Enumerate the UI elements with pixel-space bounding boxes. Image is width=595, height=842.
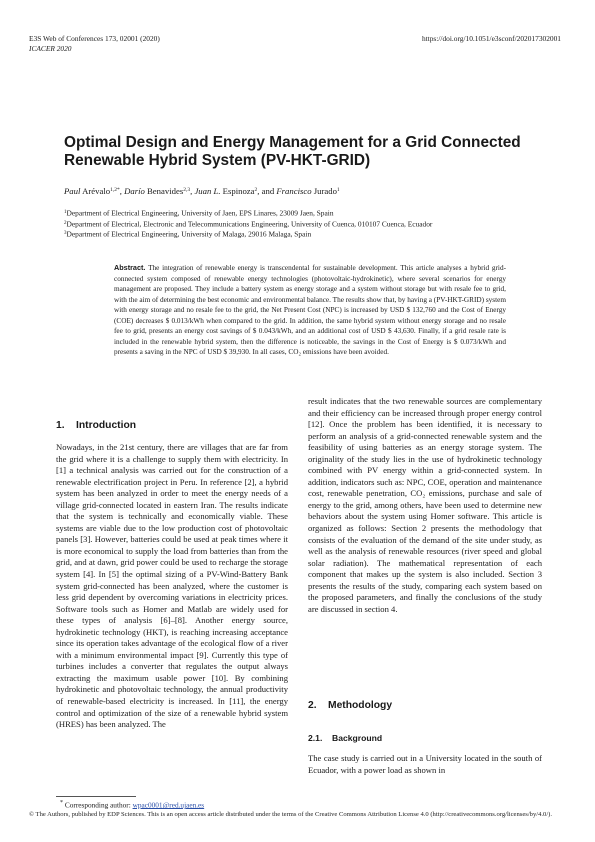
paper-title: Optimal Design and Energy Management for a Grid Connected Renewable Hybrid System (PV-HKT-GRID) (64, 134, 521, 170)
section-1-heading: 1. Introduction (56, 420, 137, 431)
author-1-affil: 1,2* (110, 187, 120, 193)
section-1-text-right: result indicates that the two renewable sources are complementary and their efficiency can be increased through proper energy control [12]. Once the problem has been identified, it is necessary to perform an analysis of a grid-connected renewable system and the feasibility of using batteries as an energy storage system. The originality of the study lies in the use of hydrokinetic technology combined with PV energy within a grid-connected system. In addition, indicators such as: NPC, COE, operation and maintenance cost, renewable penetration, CO₂ emissions, purchase and sale of energy to the grid, among others, have been used to determine new behaviors about the system using Homer software. This article is organized as follows: Section 2 presents the methodology that consists of the evaluation of the demand of the site under study, as well as the analysis of renewable resources (river speed and global solar radiation). The mathematical representation of each component that makes up the system is also included. Section 3 presents the results of the study, comparing each system based on the proposed parameters, and finally the conclusions of the study are discussed in section 4. (308, 396, 542, 614)
author-2-first: Darío (124, 186, 145, 196)
section-2-1-block (308, 733, 542, 776)
affiliations (64, 208, 544, 240)
abstract-label: Abstract. (114, 263, 146, 272)
right-column (308, 396, 542, 615)
section-2-1-text: The case study is carried out in a University located in the south of Ecuador, with a power load as shown in (308, 753, 542, 775)
author-and: , and (257, 186, 275, 196)
author-2-last: Benavides (147, 186, 184, 196)
abstract (114, 263, 506, 358)
author-4-last: Jurado (313, 186, 337, 196)
author-3-affil: 2 (254, 187, 258, 193)
section-1-text-left: Nowadays, in the 21st century, there are villages that are far from the grid where it is a challenge to supply them with electricity. In [1] a technical analysis was carried out for the construction of a renewable electrification project in Peru. In reference [2], a hybrid system has been analyzed in order to meet the energy needs of a village grid-connected located in eastern Iran. The results indicate that the system is technically and economically viable. These systems are viable due to the low production cost of photovoltaic panels [3]. However, batteries could be used at peak times where it is more economical to supply the load from batteries than from the grid, and at dawn, grid power could be used to recharge the storage system [4]. In [5] the optimal sizing of a PV-Wind-Battery Bank system grid-connected has been analyzed, where the customer is less grid dependent by overcoming variations in electricity prices. Software tools such as Homer and Matlab are widely used for these types of analysis [6]–[8]. Another energy source, hydrokinetic technology (HKT), is reaching increasing acceptance since its operation takes advantage of the ecological flow of a river with a minimum environmental impact [9]. Currently this type of turbines includes a converter that regulates the output always extracting the maximum usable power [10]. By combining hydrokinetic and photovoltaic technology, the annual productivity of renewable-based electricity is increased. In [11], the energy control and optimization of the size of a renewable hybrid system (HRES) has been analyzed. The (56, 442, 288, 730)
affiliation-1: $^1$Department of Electrical Engineering, University of Jaen, EPS Linares, 23009 Jaen, Spain (64, 208, 334, 218)
section-2-heading: 2. Methodology (308, 700, 393, 711)
doi-link[interactable]: https://doi.org/10.1051/e3sconf/202017302001 (421, 34, 561, 43)
author-2-affil: 2,3 (183, 187, 191, 193)
footnote-marker: * (60, 800, 64, 806)
left-column (56, 420, 288, 731)
author-list: Paul Arévalo$^{1,2*}$, Darío Benavides$^{2,3}$, Juan L. Espinoza$^2$, and Francisco Jurado$^1$ (64, 186, 340, 196)
author-4-first: Francisco (276, 186, 312, 196)
author-1-last: Arévalo (82, 186, 111, 196)
corresponding-author-footnote: * Corresponding author: wpac0001@red.ujaen.es (60, 800, 205, 810)
author-3-first: Juan L. (194, 186, 221, 196)
author-email-link[interactable]: wpac0001@red.ujaen.es (132, 800, 205, 810)
affiliation-2: $^2$Department of Electrical, Electronic and Telecommunications Engineering, University of Cuenca, 010107 Cuenca, Ecuador (64, 219, 433, 229)
license-notice: © The Authors, published by EDP Sciences. This is an open access article distributed under the terms of the Creative Commons Attribution License 4.0 (http://creativecommons.org/licenses/by/4.0/). (29, 811, 553, 818)
section-2-heading-block (308, 700, 542, 722)
journal-citation: E3S Web of Conferences 173, 02001 (2020) (29, 34, 160, 43)
author-1-first: Paul (64, 186, 81, 196)
footnote-divider (56, 796, 136, 797)
author-3-last: Espinoza (222, 186, 255, 196)
abstract-text: The integration of renewable energy is transcendental for sustainable development. This article analyses a hybrid grid-connected system composed of renewable energy technologies (photovoltaic-hydrokinetic), where several scenarios for energy management are proposed. They include a battery system as energy storage and a system without storage but with resale fee to grid, with the aim of determining the best economic and environmental balance. The results show that, by having a (PV-HKT-GRID) system with energy storage and no resale fee to the grid, the Net Present Cost (NPC) is increased by USD $ 132,760 and the Cost of Energy (COE) decreases $ 0.013/kWh when compared to the grid. In addition, the same hybrid system without energy storage and no resale fee to grid, presents an energy cost savings of $ 0.043/kWh, and an additional cost of USD $ 43,630. Finally, if a grid resale rate is included in the renewable hybrid system, then the difference is noticeable, the savings in the Cost of Energy is $ 0.073/kWh and presents a saving in the NPC of USD $ 39,930. In all cases, CO₂ emissions have been avoided. (114, 264, 506, 357)
author-4-affil: 1 (336, 187, 340, 193)
conference-name: ICACER 2020 (29, 44, 72, 53)
affiliation-3: $^3$Department of Electrical Engineering, University of Malaga, 29016 Malaga, Spain (64, 229, 312, 239)
section-2-1-heading: 2.1. Background (308, 733, 383, 743)
